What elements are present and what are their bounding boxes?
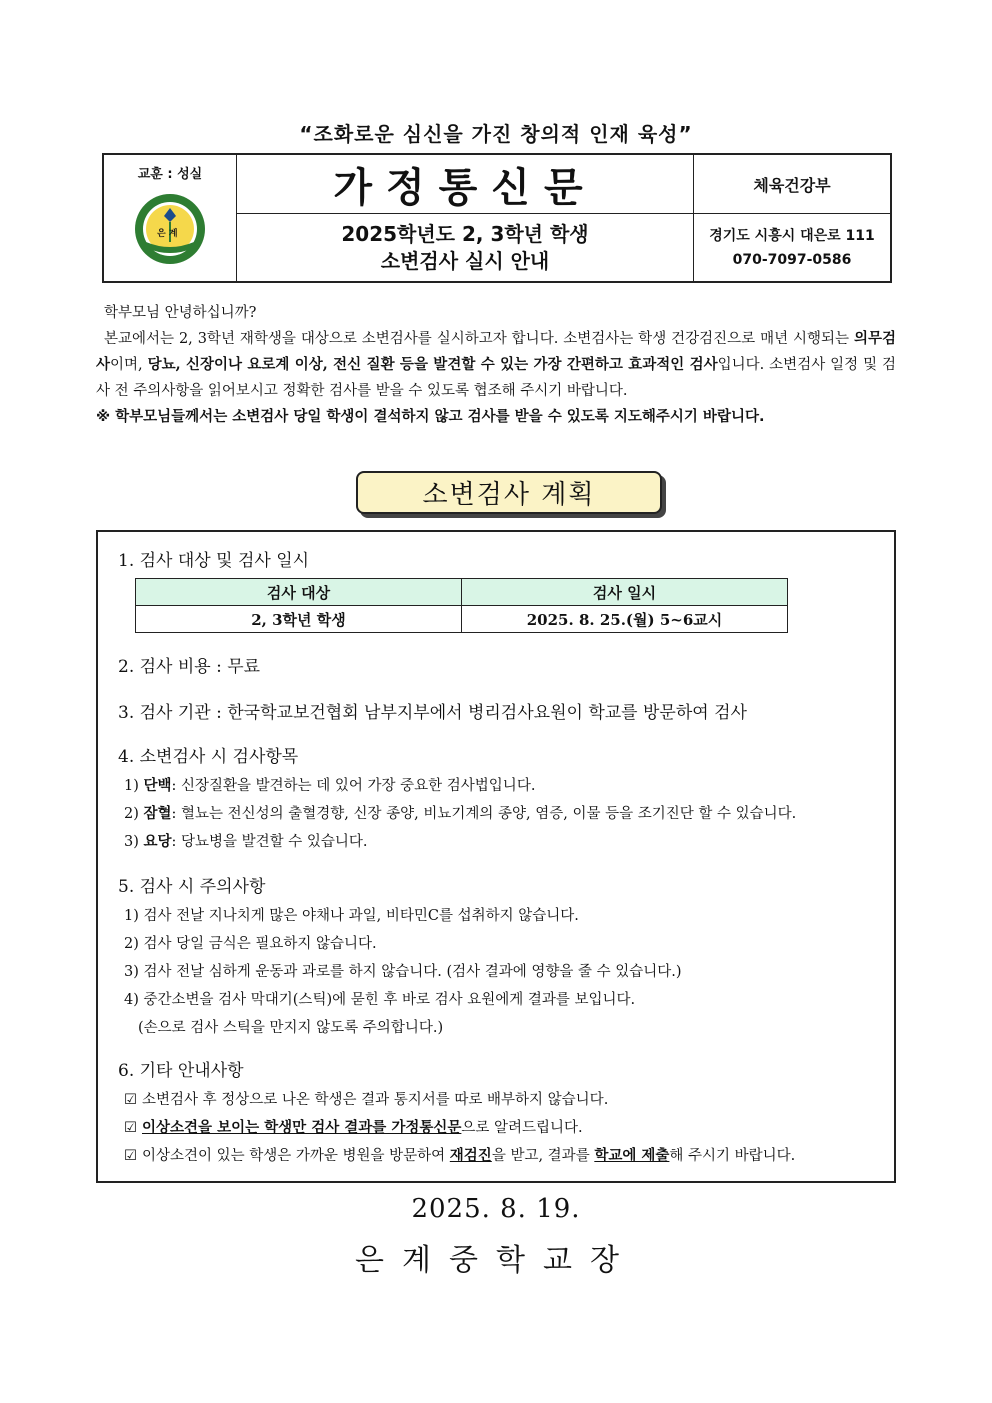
dept-cell xyxy=(694,155,890,214)
school-phone: 070-7097-0586 xyxy=(732,251,852,268)
school-emblem-icon xyxy=(133,192,207,266)
info-item-2 xyxy=(124,1116,583,1137)
info-underlined: 이상소견을 보이는 학생만 검사 결과를 가정통신문 xyxy=(142,1119,462,1136)
intro-paragraph xyxy=(96,326,896,404)
info-text: 소변검사 후 정상으로 나온 학생은 결과 통지서를 따로 배부하지 않습니다. xyxy=(142,1092,609,1108)
school-motto-banner: “조화로운 심신을 가진 창의적 인재 육성” xyxy=(299,122,693,146)
item-number: 2) xyxy=(124,806,139,822)
school-motto-label: 교훈 : 성실 xyxy=(137,167,203,182)
table-cell-target: 2, 3학년 학생 xyxy=(136,606,462,633)
info-item-1 xyxy=(124,1088,608,1109)
section-6-heading: 6. 기타 안내사항 xyxy=(118,1061,244,1081)
issue-date: 2025. 8. 19. xyxy=(411,1194,581,1224)
checkbox-checked-icon: ☑ xyxy=(124,1092,137,1108)
table-row xyxy=(136,606,788,633)
section-1-heading: 1. 검사 대상 및 검사 일시 xyxy=(118,551,310,571)
section-4-heading: 4. 소변검사 시 검사항목 xyxy=(118,747,299,767)
item-bold: 잠혈 xyxy=(143,805,172,822)
intro-text-1: 본교에서는 2, 3학년 재학생을 대상으로 소변검사를 실시하고자 합니다. 소변검사는 학생 건강검진으로 매년 시행되는 xyxy=(104,331,854,347)
title-cell xyxy=(237,155,694,214)
subtitle-line-2: 소변검사 실시 안내 xyxy=(380,248,550,273)
info-text: 을 받고, 결과를 xyxy=(491,1148,595,1164)
info-text: 이상소견이 있는 학생은 가까운 병원을 방문하여 xyxy=(142,1148,450,1164)
info-underlined: 재검진 xyxy=(449,1147,492,1164)
caution-item-3: 3) 검사 전날 심하게 운동과 과로를 하지 않습니다. (검사 결과에 영향을 줄 수 있습니다.) xyxy=(124,964,682,980)
item-number: 3) xyxy=(124,834,139,850)
checkbox-checked-icon: ☑ xyxy=(124,1120,137,1136)
emblem-text: 은 계 xyxy=(157,229,178,239)
info-text: 해 주시기 바랍니다. xyxy=(669,1148,796,1164)
caution-item-1: 1) 검사 전날 지나치게 많은 야채나 과일, 비타민C를 섭취하지 않습니다. xyxy=(124,908,579,924)
item-bold: 요당 xyxy=(143,833,172,850)
section-3-agency: 3. 검사 기관 : 한국학교보건협회 남부지부에서 병리검사요원이 학교를 방문하여 검사 xyxy=(118,703,747,723)
item-text: : 혈뇨는 전신성의 출혈경향, 신장 종양, 비뇨기계의 종양, 염증, 이물 등을 조기진단 할 수 있습니다. xyxy=(171,806,797,822)
table-header-date: 검사 일시 xyxy=(462,579,788,606)
caution-item-2: 2) 검사 당일 금식은 필요하지 않습니다. xyxy=(124,936,377,952)
principal-signature: 은계중학교장 xyxy=(355,1243,637,1278)
test-item-glucose xyxy=(124,830,368,851)
newsletter-header xyxy=(102,153,892,283)
schedule-table xyxy=(135,578,788,633)
page-title: 가정통신문 xyxy=(333,164,597,211)
caution-item-4: 4) 중간소변을 검사 막대기(스틱)에 묻힌 후 바로 검사 요원에게 결과를 보입니다. xyxy=(124,992,636,1008)
intro-text-2: 이며, xyxy=(110,357,148,373)
section-2-cost: 2. 검사 비용 : 무료 xyxy=(118,657,261,677)
checkbox-checked-icon: ☑ xyxy=(124,1148,137,1164)
greeting: 학부모님 안녕하십니까? xyxy=(104,305,257,321)
caution-item-4-note: (손으로 검사 스틱을 만지지 않도록 주의합니다.) xyxy=(138,1020,444,1036)
subtitle-line-1: 2025학년도 2, 3학년 학생 xyxy=(341,221,589,246)
test-item-protein xyxy=(124,774,535,795)
table-header-target: 검사 대상 xyxy=(136,579,462,606)
item-bold: 단백 xyxy=(143,777,172,794)
item-text: : 당뇨병을 발견할 수 있습니다. xyxy=(171,834,368,850)
test-item-blood xyxy=(124,802,796,823)
intro-bold-2: 당뇨, 신장이나 요로계 이상, 전신 질환 등을 발견할 수 있는 가장 간편하고 효과적인 검사 xyxy=(147,356,718,373)
plan-box xyxy=(96,530,896,1183)
school-address: 경기도 시흥시 대은로 111 xyxy=(709,227,875,244)
intro-text-3: 입니다. 소변검사 일정 및 검사 전 주의사항을 읽어보시고 정확한 검사를 받을 수 있도록 협조해 주시기 바랍니다. xyxy=(96,357,897,399)
intro-bold-1: 의무검사 xyxy=(96,330,896,373)
info-underlined: 학교에 제출 xyxy=(594,1147,670,1164)
motto-cell xyxy=(104,155,237,281)
table-cell-date: 2025. 8. 25.(월) 5~6교시 xyxy=(462,606,788,633)
item-text: : 신장질환을 발견하는 데 있어 가장 중요한 검사법입니다. xyxy=(171,778,536,794)
section-5-heading: 5. 검사 시 주의사항 xyxy=(118,877,266,897)
item-number: 1) xyxy=(124,778,139,794)
plan-title: 소변검사 계획 xyxy=(356,471,662,514)
contact-cell xyxy=(694,214,890,281)
notice-line: ※ 학부모님들께서는 소변검사 당일 학생이 결석하지 않고 검사를 받을 수 있도록 지도해주시기 바랍니다. xyxy=(96,409,765,425)
subtitle-cell xyxy=(237,214,694,281)
info-text: 으로 알려드립니다. xyxy=(461,1120,583,1136)
department-name: 체육건강부 xyxy=(753,175,831,195)
table-header-row xyxy=(136,579,788,606)
intro-section xyxy=(96,300,896,430)
info-item-3 xyxy=(124,1144,795,1165)
